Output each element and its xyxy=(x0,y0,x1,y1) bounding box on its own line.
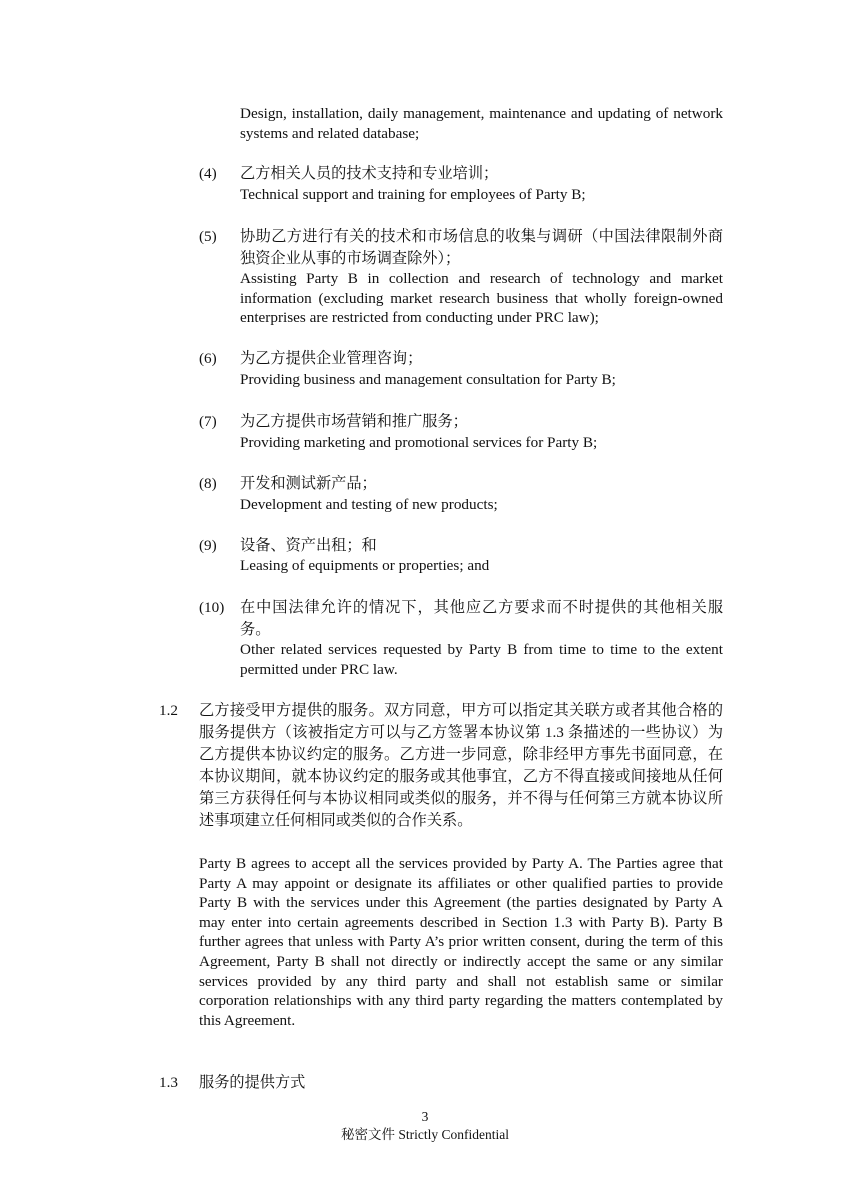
section-1-3-number: 1.3 xyxy=(159,1074,178,1091)
item-5-en: Assisting Party B in collection and research of technology and market information (excluding market research business that wholly foreign-owned enterprises are restricted from conducting under PRC law); xyxy=(240,270,723,327)
item-4-en: Technical support and training for employees of Party B; xyxy=(240,186,586,203)
section-1-2-cn: 乙方接受甲方提供的服务。双方同意，甲方可以指定其关联方或者其他合格的服务提供方（该被指定方可以与乙方签署本协议第 1.3 条描述的一些协议）为乙方提供本协议约定的服务。乙方进一步同意，除非经甲方事先书面同意，在本协议期间，就本协议约定的服务或其他事宜，乙方不得直接或间接地从任何第三方获得任何与本协议相同或类似的服务，并不得与任何第三方就本协议所述事项建立任何相同或类似的合作关系。 xyxy=(199,702,723,829)
item-10-en: Other related services requested by Party B from time to time to the extent permitted under PRC law. xyxy=(240,641,723,678)
item-4-number: (4) xyxy=(199,165,217,182)
item-9-en: Leasing of equipments or properties; and xyxy=(240,557,490,574)
item-6-number: (6) xyxy=(199,350,217,367)
page-number: 3 xyxy=(421,1109,429,1124)
item-8-en: Development and testing of new products; xyxy=(240,496,498,513)
section-1-2-number: 1.2 xyxy=(159,702,178,719)
item-8-cn: 开发和测试新产品； xyxy=(240,475,377,492)
section-1-2-en: Party B agrees to accept all the services provided by Party A. The Parties agree that Party A may appoint or designate its affiliates or other qualified parties to provide Party B with the services under this Agreement (the parties designated by Party A may enter into certain agreements described in Section 1.3 with Party B). Party B further agrees that unless with Party A’s prior written consent, during the term of this Agreement, Party B shall not directly or indirectly accept the same or any similar services provided by any third party and shall not establish same or similar corporation relationships with any third party regarding the matters contemplated by this Agreement. xyxy=(199,855,723,1029)
item-7-cn: 为乙方提供市场营销和推广服务； xyxy=(240,413,468,430)
item-9-number: (9) xyxy=(199,537,217,554)
intro-paragraph-en: Design, installation, daily management, maintenance and updating of network systems and related database; xyxy=(240,105,723,142)
item-9-cn: 设备、资产出租；和 xyxy=(240,537,377,554)
item-8-number: (8) xyxy=(199,475,217,492)
item-4-cn: 乙方相关人员的技术支持和专业培训； xyxy=(240,165,499,182)
section-1-3-heading: 服务的提供方式 xyxy=(199,1074,306,1091)
item-7-en: Providing marketing and promotional services for Party B; xyxy=(240,434,598,451)
item-10-cn: 在中国法律允许的情况下，其他应乙方要求而不时提供的其他相关服务。 xyxy=(240,599,723,638)
item-5-number: (5) xyxy=(199,228,217,245)
item-7-number: (7) xyxy=(199,413,217,430)
confidential-footer: 秘密文件 Strictly Confidential xyxy=(341,1127,509,1142)
item-10-number: (10) xyxy=(199,599,225,616)
item-6-en: Providing business and management consultation for Party B; xyxy=(240,371,616,388)
item-5-cn: 协助乙方进行有关的技术和市场信息的收集与调研（中国法律限制外商独资企业从事的市场调查除外）； xyxy=(240,228,723,267)
item-6-cn: 为乙方提供企业管理咨询； xyxy=(240,350,423,367)
